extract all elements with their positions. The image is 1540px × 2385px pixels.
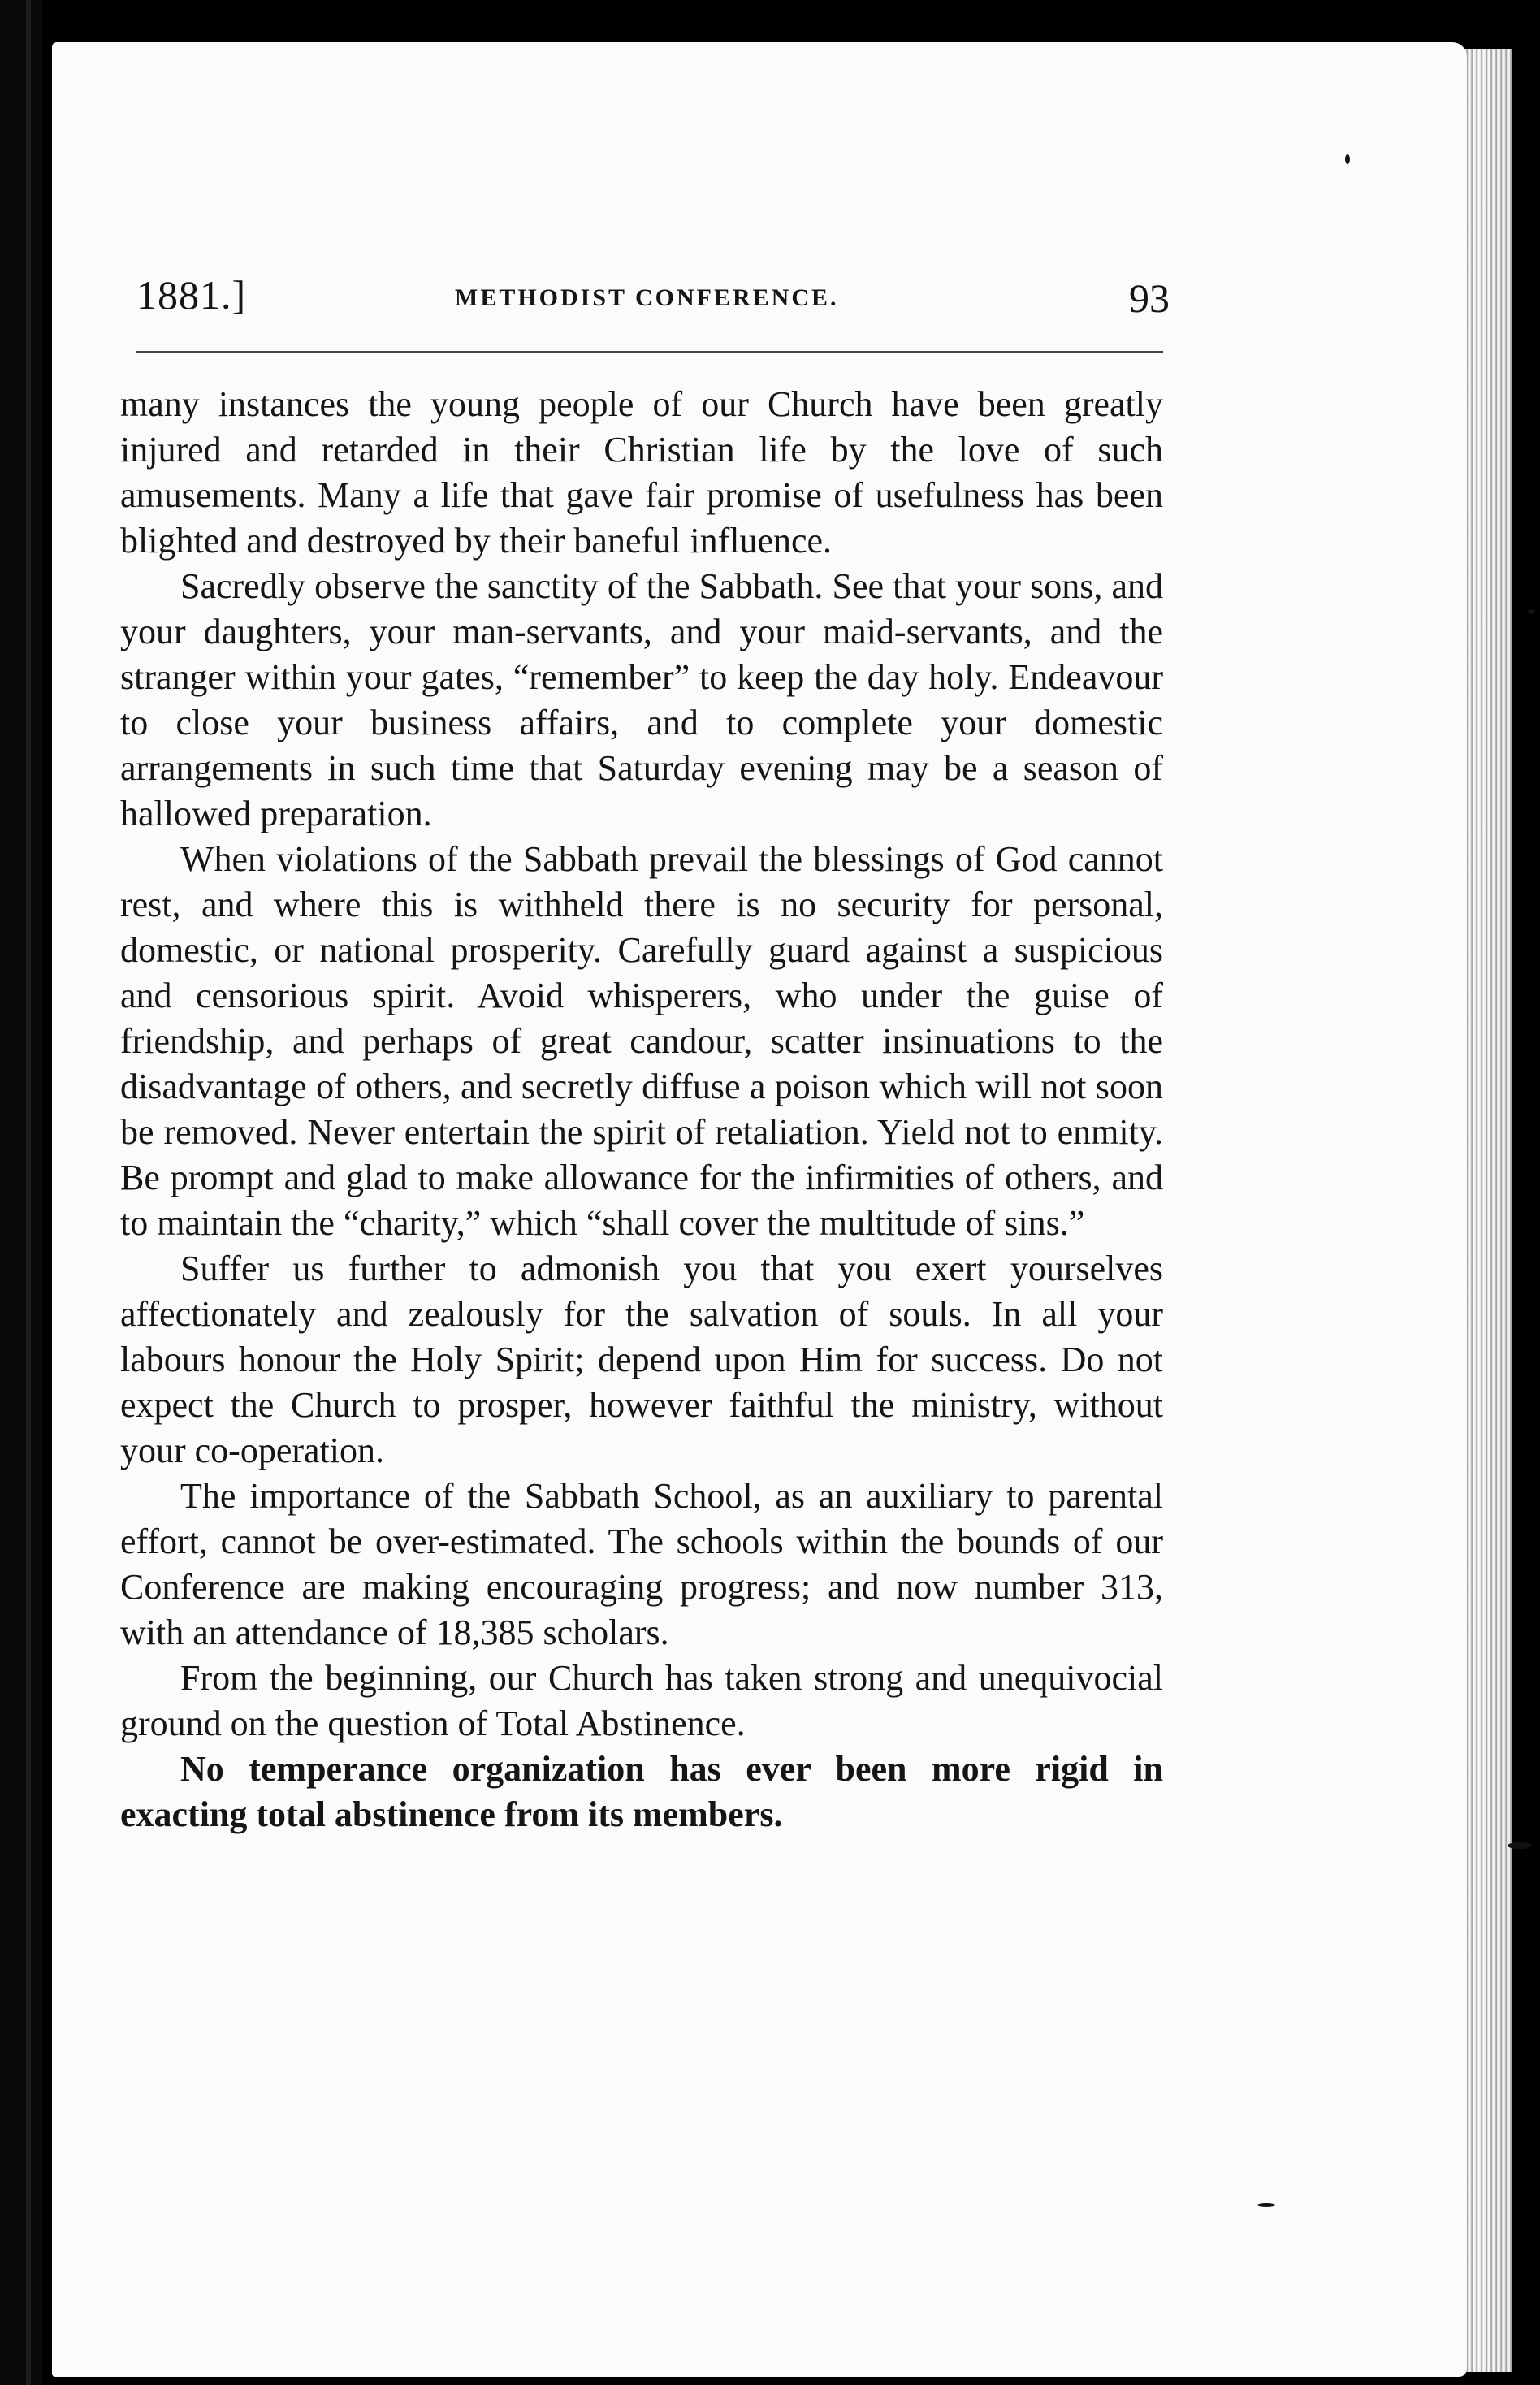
paragraph-violations: When violations of the Sabbath prevail the blessings of God cannot rest, and where this is withheld there is no security for personal, domestic, or national prosperity. Carefully guard against a suspicious and censorious spirit. Avoid whisperers, who under the guise of friendship, and perhaps of great candour, scatter insinuations to the disadvantage of others, and secretly diffuse a poison which will not soon be removed. Never entertain the spirit of retaliation. Yield not to enmity. Be prompt and glad to make allowance for the infirmities of others, and to maintain the “charity,” which “shall cover the multitude of sins.” xyxy=(120,839,1163,1243)
paragraph-sabbath: Sacredly observe the sanctity of the Sabbath. See that your sons, and your daughters, your man-servants, and your maid-servants, and the stranger within your gates, “remember” to keep the day holy. Endeavour to close your business affairs, and to complete your domestic arrangements in such time that Saturday evening may be a season of hallowed preparation. xyxy=(120,566,1163,833)
paragraph-temperance: No temperance organization has ever been more rigid in exacting total abstinence from its members. xyxy=(120,1749,1163,1834)
body-text xyxy=(120,382,1163,1837)
paragraph-sabbath-school: The importance of the Sabbath School, as an auxiliary to parental effort, cannot be over-estimated. The schools within the bounds of our Conference are making encouraging progress; and now number 313, with an attendance of 18,385 scholars. xyxy=(120,1476,1163,1652)
running-header xyxy=(136,260,1170,333)
header-title: METHODIST CONFERENCE. xyxy=(455,284,839,311)
paragraph-beginning: From the beginning, our Church has taken strong and unequivocial ground on the question of Total Abstinence. xyxy=(120,1658,1163,1743)
book-binding-shadow xyxy=(0,0,42,2385)
scan-speck xyxy=(1508,1842,1532,1849)
header-year: 1881.] xyxy=(136,272,247,318)
page-number: 93 xyxy=(1129,275,1170,321)
scan-speck xyxy=(1527,609,1535,614)
header-rule xyxy=(136,351,1163,353)
paragraph-continuation: many instances the young people of our Church have been greatly injured and retarded in their Christian life by the love of such amusements. Many a life that gave fair promise of usefulness has been blighted and destroyed by their baneful influence. xyxy=(120,384,1163,561)
scan-speck xyxy=(1345,154,1350,164)
binding-edge-line xyxy=(26,0,31,2385)
paragraph-admonish: Suffer us further to admonish you that you exert yourselves affectionately and zealously for the salvation of souls. In all your labours honour the Holy Spirit; depend upon Him for success. Do not expect the Church to prosper, however faithful the ministry, without your co-operation. xyxy=(120,1249,1163,1470)
scan-speck xyxy=(1257,2203,1275,2207)
